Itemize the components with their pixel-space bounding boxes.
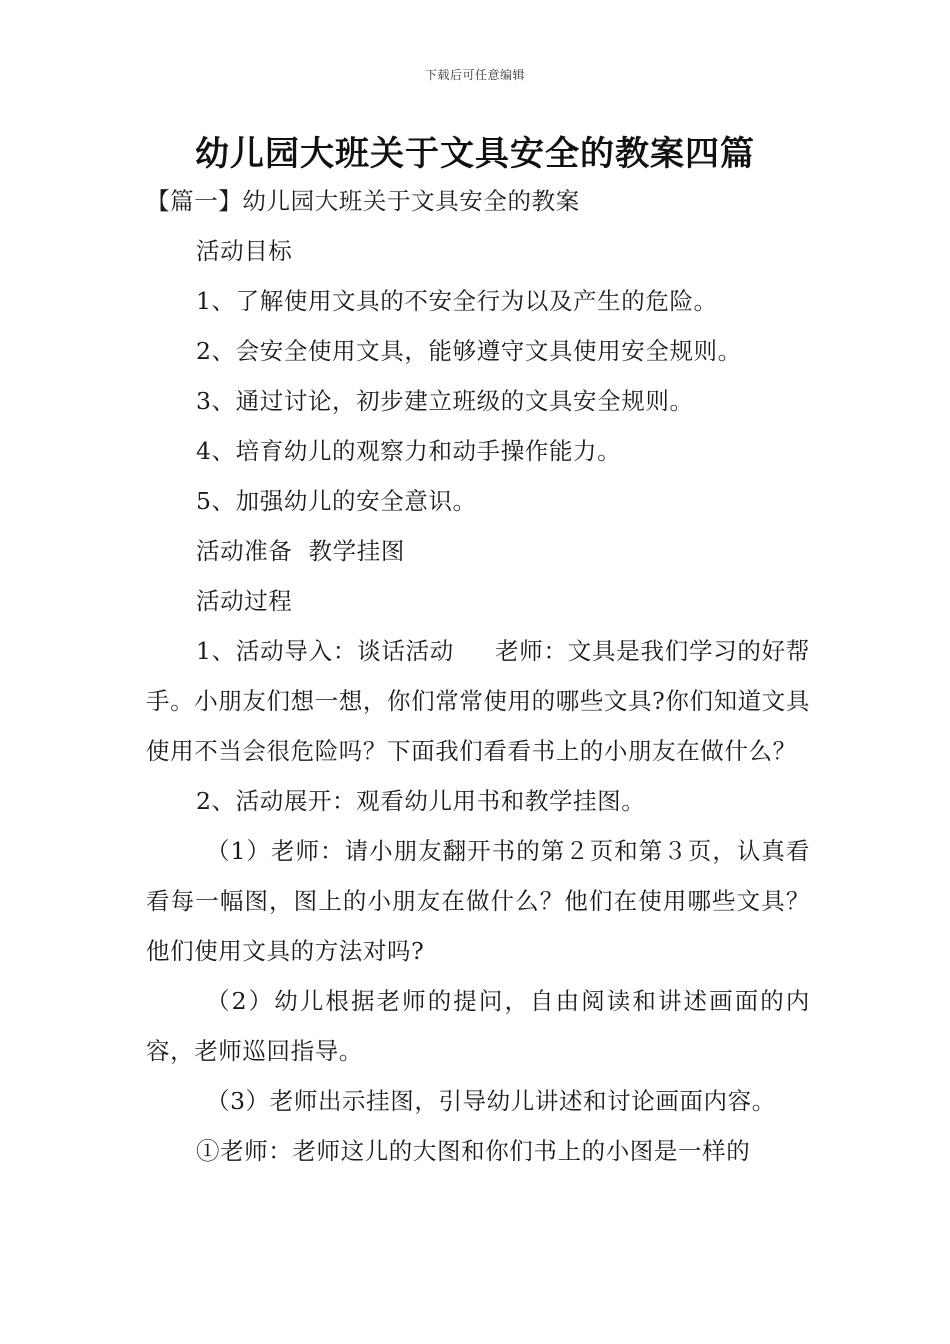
process-step: 1、活动导入：谈话活动 老师：文具是我们学习的好帮手。小朋友们想一想，你们常常使用的哪些文具?你们知道文具使用不当会很危险吗？下面我们看看书上的小朋友在做什么？ xyxy=(146,637,810,765)
goal-item: 4、培育幼儿的观察力和动手操作能力。 xyxy=(196,437,622,465)
document-body xyxy=(146,176,810,1176)
process-substep: （2）幼儿根据老师的提问，自由阅读和讲述画面的内容，老师巡回指导。 xyxy=(146,987,810,1065)
goal-item: 2、会安全使用文具，能够遵守文具使用安全规则。 xyxy=(196,337,742,365)
process-step: 2、活动展开：观看幼儿用书和教学挂图。 xyxy=(196,787,646,815)
process-substep: （1）老师：请小朋友翻开书的第２页和第３页，认真看看每一幅图，图上的小朋友在做什么？他们在使用哪些文具？他们使用文具的方法对吗? xyxy=(146,837,810,965)
goal-item: 1、了解使用文具的不安全行为以及产生的危险。 xyxy=(196,287,718,315)
process-substep: （3）老师出示挂图，引导幼儿讲述和讨论画面内容。 xyxy=(206,1087,776,1115)
preparation-paragraph: 活动准备 教学挂图 xyxy=(196,537,405,565)
header-note: 下载后可任意编辑 xyxy=(424,68,525,82)
goal-item: 3、通过讨论，初步建立班级的文具安全规则。 xyxy=(196,387,694,415)
page-title: 幼儿园大班关于文具安全的教案四篇 xyxy=(195,134,755,174)
process-heading: 活动过程 xyxy=(196,587,293,615)
goal-item: 5、加强幼儿的安全意识。 xyxy=(196,487,477,515)
process-substep: ①老师：老师这儿的大图和你们书上的小图是一样的 xyxy=(196,1137,751,1165)
section-heading: 【篇一】幼儿园大班关于文具安全的教案 xyxy=(146,187,580,215)
goals-heading: 活动目标 xyxy=(196,237,293,265)
